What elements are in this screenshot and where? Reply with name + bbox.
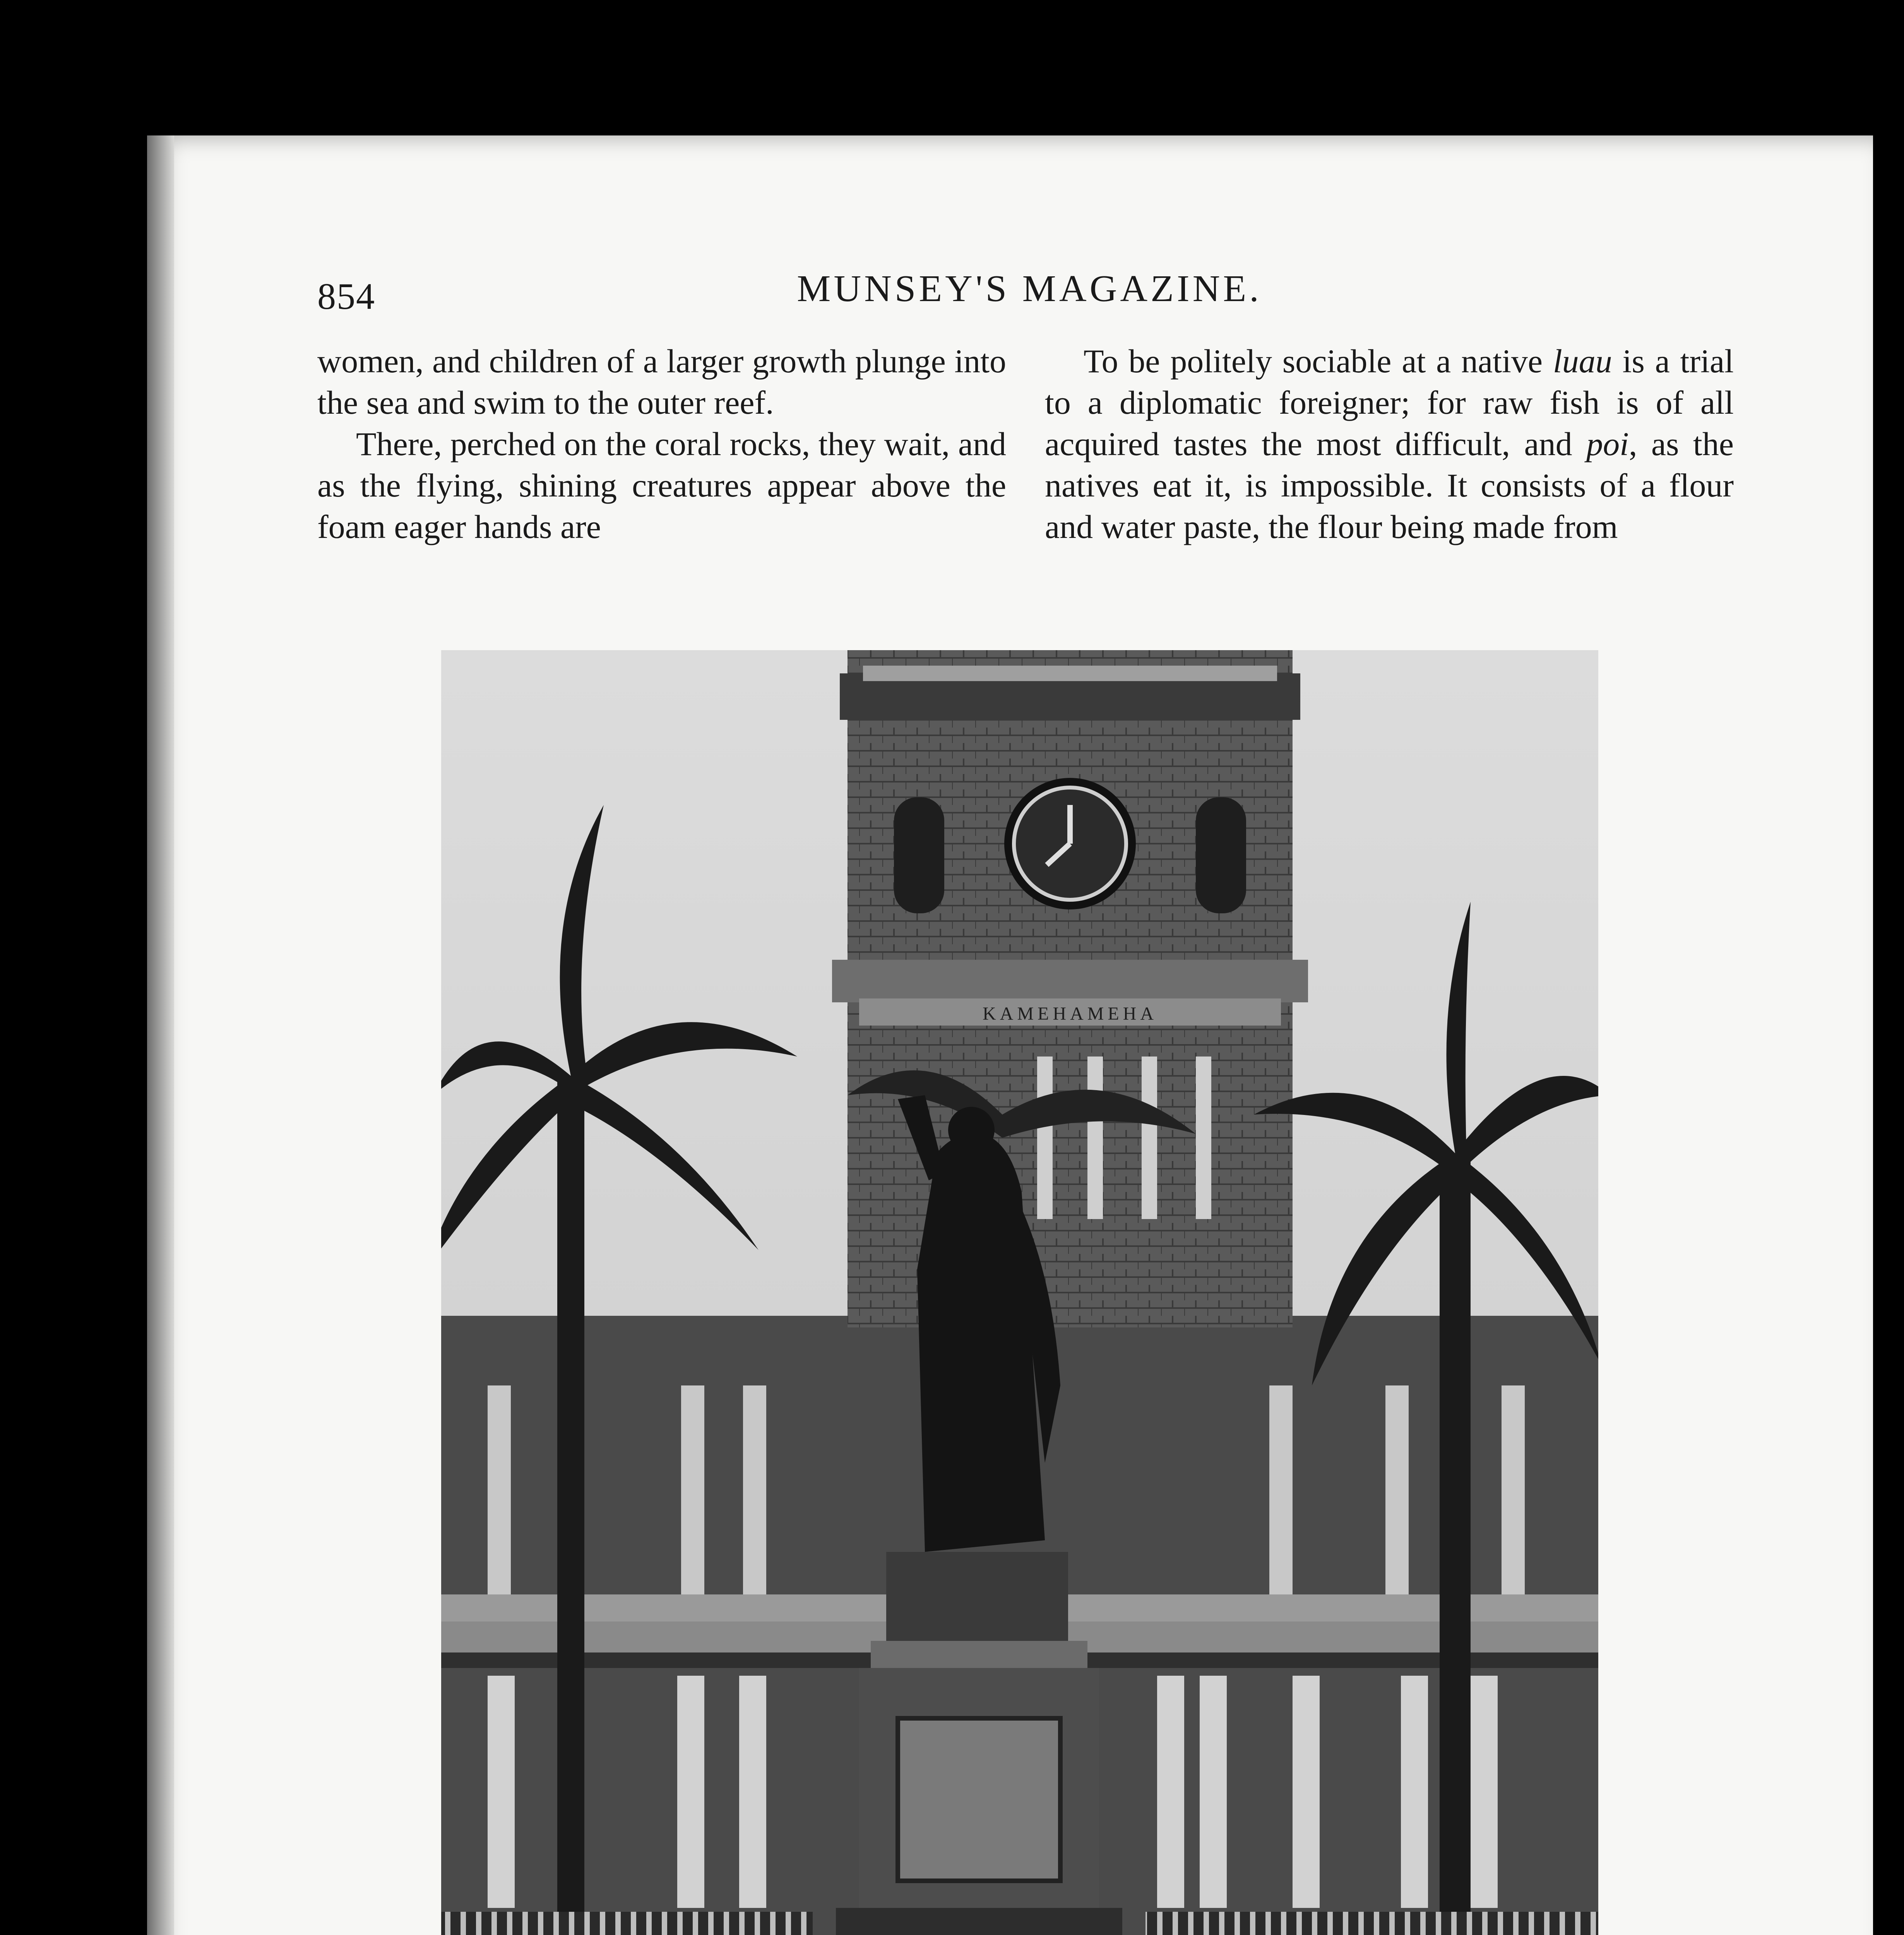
tower-inscription: KAMEHAMEHA [983,1003,1157,1024]
magazine-title: MUNSEY'S MAGAZINE. [797,268,1262,310]
page-binding-shadow [147,135,174,1935]
paragraph [1045,341,1734,548]
text-run: is a trial to a diplomatic foreigner; for raw fish is of all acquired tastes the most difficult, and [1045,342,1734,462]
top-right-column [1045,341,1734,548]
text-run: , as the natives eat it, is impossible. It consists of a flour and water paste, the flour being made from [1045,425,1734,545]
italic-term: poi [1586,425,1629,462]
top-left-column [317,341,1006,548]
paragraph: women, and children of a larger growth plunge into the sea and swim to the outer reef. [317,342,1006,421]
photo-illustration [441,650,1598,1935]
running-head [317,267,1741,317]
statue-photograph [441,650,1598,1935]
page-number: 854 [317,276,375,317]
text-run: To be politely sociable at a native [1084,342,1553,380]
italic-term: luau [1553,342,1612,380]
paragraph: There, perched on the coral rocks, they wait, and as the flying, shining creatures appear above the foam eager hands are [317,425,1006,545]
